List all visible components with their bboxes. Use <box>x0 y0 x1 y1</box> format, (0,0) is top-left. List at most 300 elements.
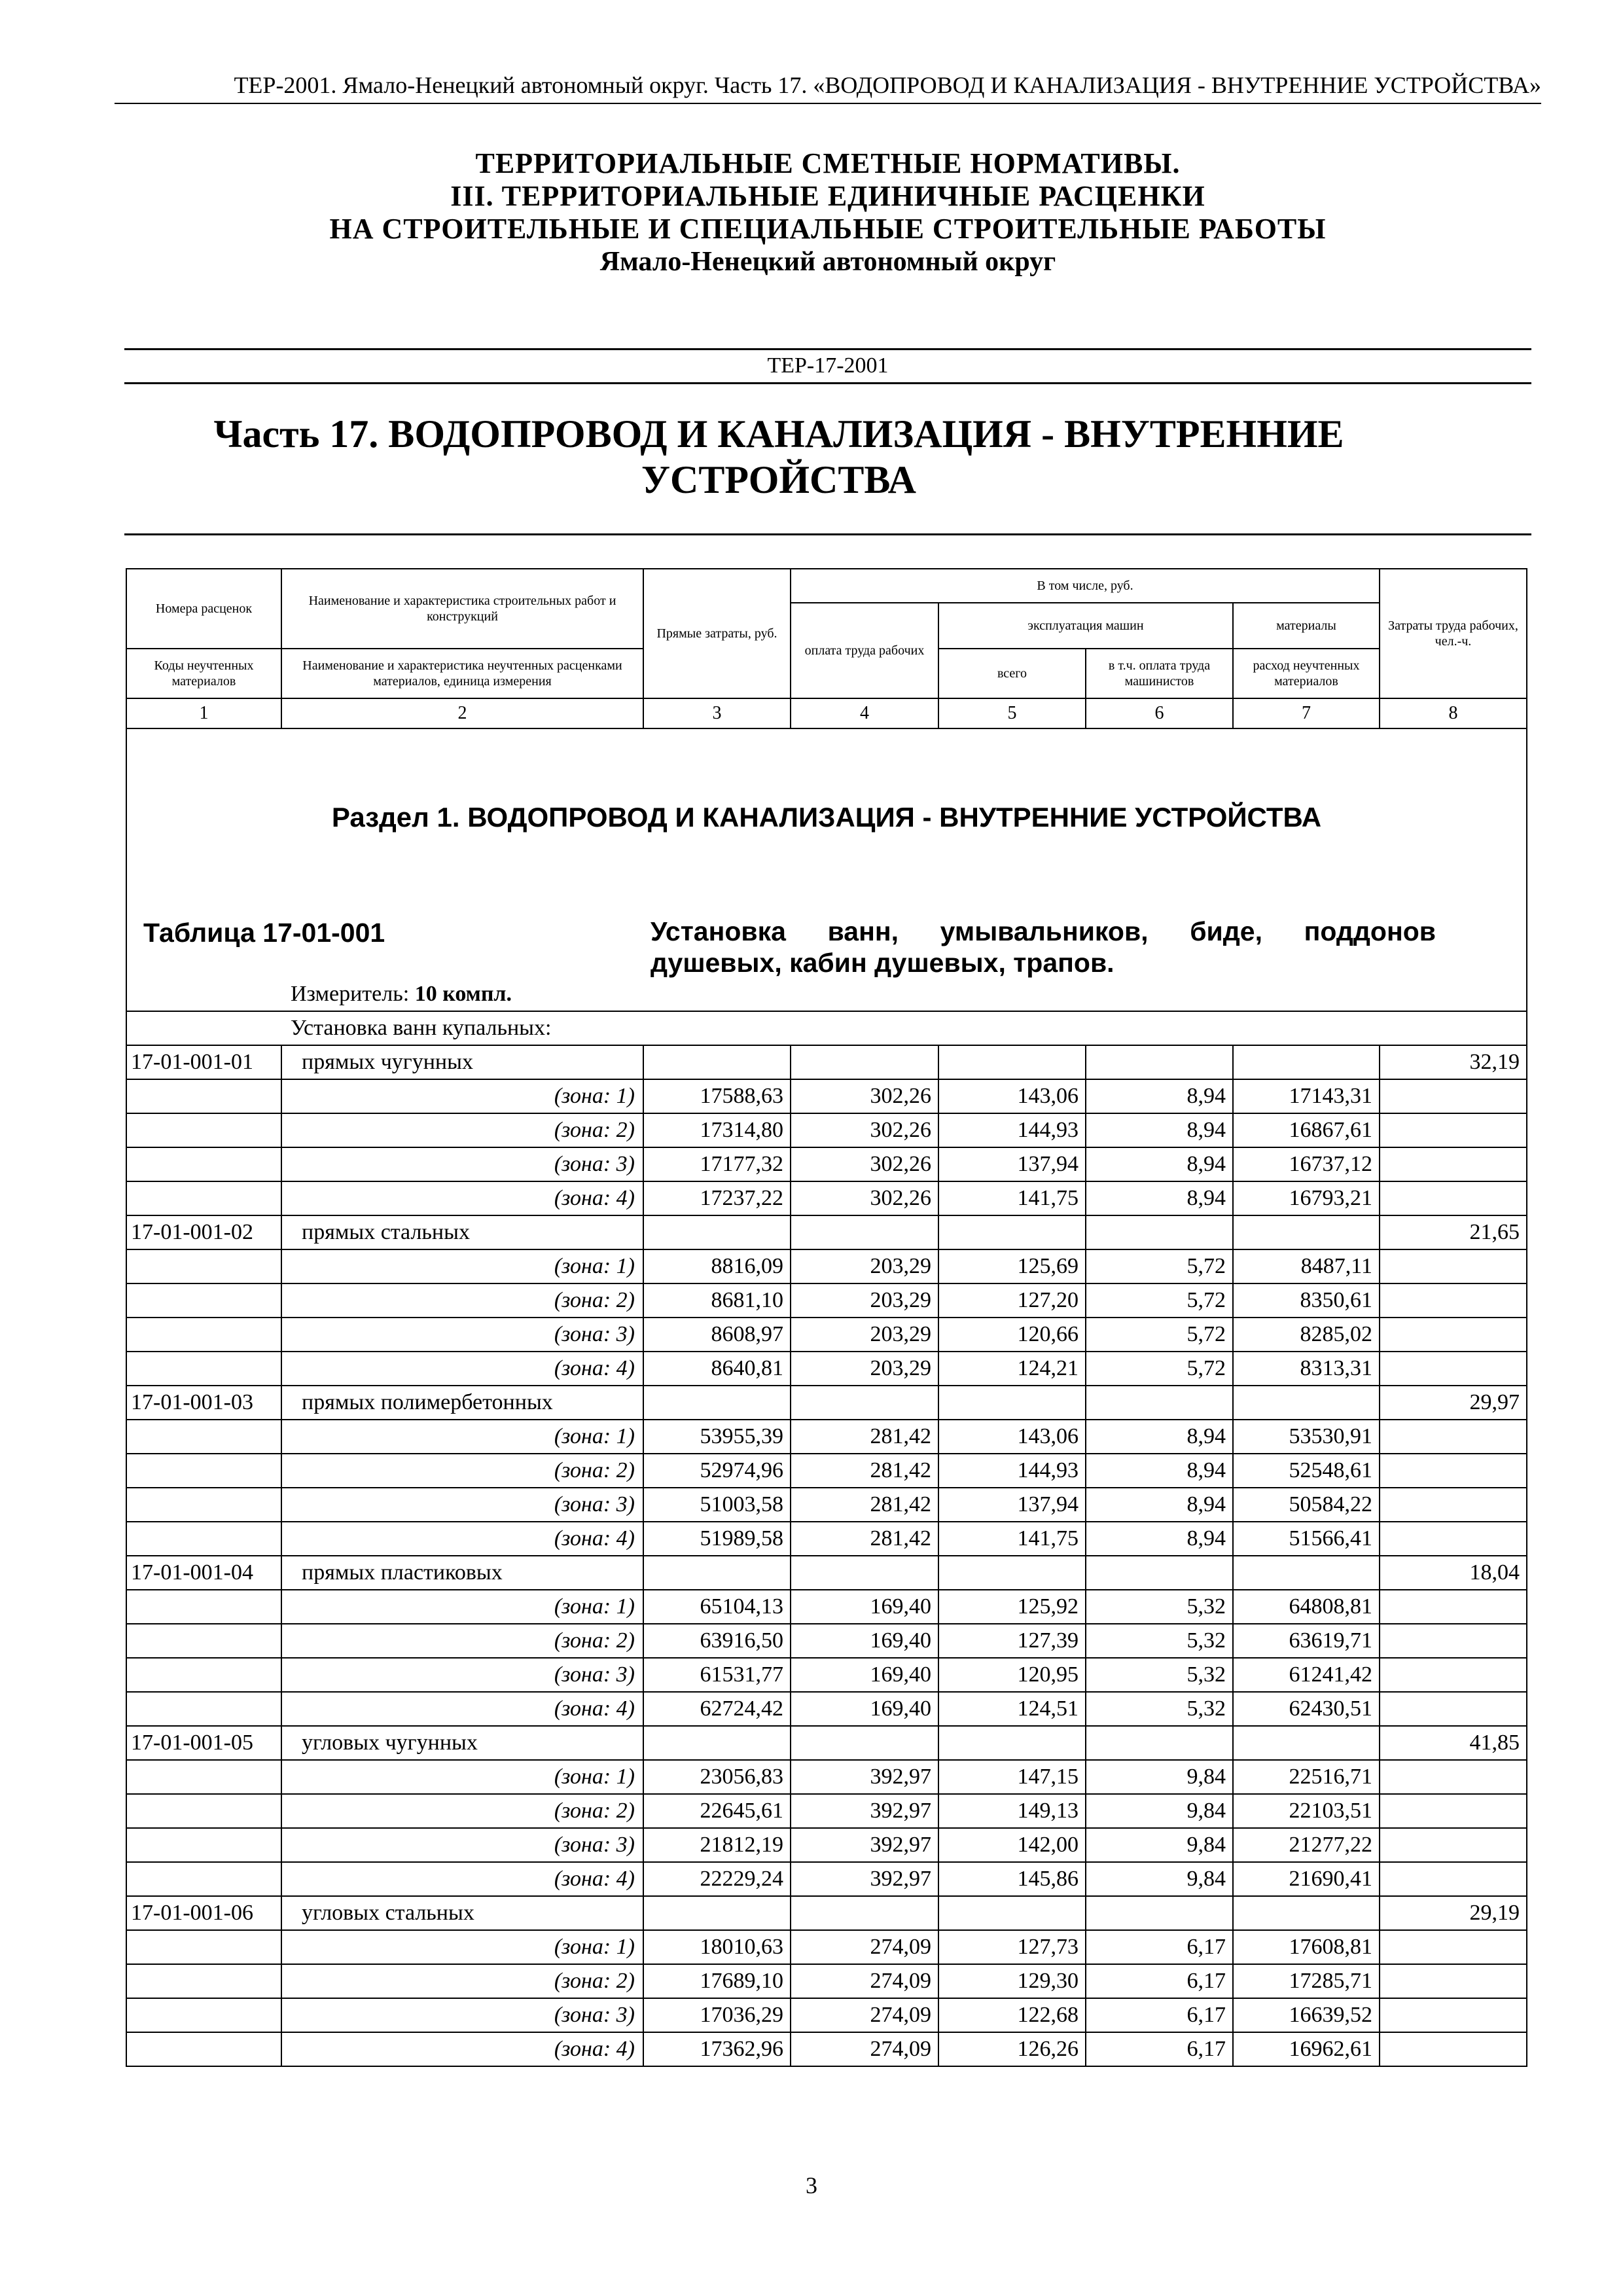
empty-cell <box>126 1658 281 1692</box>
materials-cost: 8350,61 <box>1233 1283 1380 1318</box>
machine-total: 124,21 <box>938 1352 1086 1386</box>
rate-code: 17-01-001-03 <box>126 1386 281 1420</box>
zone-row <box>126 1624 1527 1658</box>
empty-cell <box>1380 2032 1527 2066</box>
machinist-wages: 5,72 <box>1086 1352 1233 1386</box>
code-rule-bottom <box>124 382 1531 384</box>
machinist-wages: 5,32 <box>1086 1624 1233 1658</box>
zone-label: (зона: 1) <box>281 1420 643 1454</box>
worker-wages: 302,26 <box>791 1181 938 1215</box>
empty-cell <box>791 1045 938 1079</box>
machine-total: 137,94 <box>938 1488 1086 1522</box>
empty-cell <box>1380 1760 1527 1794</box>
zone-label: (зона: 2) <box>281 1454 643 1488</box>
empty-cell <box>1380 1113 1527 1147</box>
empty-cell <box>1086 1386 1233 1420</box>
zone-row <box>126 1352 1527 1386</box>
machine-total: 143,06 <box>938 1420 1086 1454</box>
part-title-rule <box>124 533 1531 535</box>
section-cell <box>126 728 1527 1011</box>
materials-cost: 21277,22 <box>1233 1828 1380 1862</box>
zone-row <box>126 1692 1527 1726</box>
worker-wages: 392,97 <box>791 1828 938 1862</box>
empty-cell <box>1380 1249 1527 1283</box>
empty-cell <box>126 1113 281 1147</box>
zone-row <box>126 2032 1527 2066</box>
part-title <box>115 411 1541 503</box>
zone-row <box>126 1181 1527 1215</box>
empty-cell <box>1380 1828 1527 1862</box>
materials-cost: 22516,71 <box>1233 1760 1380 1794</box>
materials-cost: 52548,61 <box>1233 1454 1380 1488</box>
empty-cell <box>126 1522 281 1556</box>
header-direct-costs: Прямые затраты, руб. <box>643 569 791 698</box>
machine-total: 127,20 <box>938 1283 1086 1318</box>
worker-wages: 274,09 <box>791 1998 938 2032</box>
machinist-wages: 5,32 <box>1086 1658 1233 1692</box>
empty-cell <box>1380 1794 1527 1828</box>
zone-label: (зона: 2) <box>281 1113 643 1147</box>
zone-label: (зона: 2) <box>281 1283 643 1318</box>
zone-row <box>126 1420 1527 1454</box>
empty-cell <box>126 1692 281 1726</box>
empty-cell <box>1380 1488 1527 1522</box>
rate-code: 17-01-001-02 <box>126 1215 281 1249</box>
machinist-wages: 6,17 <box>1086 1964 1233 1998</box>
table-id: Таблица 17-01-001 <box>143 918 385 948</box>
empty-cell <box>643 1556 791 1590</box>
empty-cell <box>643 1045 791 1079</box>
rate-row <box>126 1896 1527 1930</box>
rate-name: прямых пластиковых <box>281 1556 643 1590</box>
document-title-block <box>115 147 1541 278</box>
worker-wages: 281,42 <box>791 1454 938 1488</box>
zone-label: (зона: 2) <box>281 1794 643 1828</box>
zone-row <box>126 1488 1527 1522</box>
worker-wages: 392,97 <box>791 1862 938 1896</box>
header-unaccounted-names: Наименование и характеристика неучтенных расценками материалов, единица измерения <box>281 649 643 698</box>
empty-cell <box>126 1760 281 1794</box>
materials-cost: 16867,61 <box>1233 1113 1380 1147</box>
direct-cost: 17689,10 <box>643 1964 791 1998</box>
empty-cell <box>1233 1386 1380 1420</box>
measure-value: 10 компл. <box>414 982 512 1006</box>
zone-label: (зона: 2) <box>281 1624 643 1658</box>
materials-cost: 22103,51 <box>1233 1794 1380 1828</box>
empty-cell <box>1380 1522 1527 1556</box>
worker-wages: 274,09 <box>791 2032 938 2066</box>
zone-label: (зона: 3) <box>281 1828 643 1862</box>
header-machinist-wages: в т.ч. оплата труда машинистов <box>1086 649 1233 698</box>
machinist-wages: 6,17 <box>1086 2032 1233 2066</box>
direct-cost: 65104,13 <box>643 1590 791 1624</box>
materials-cost: 8285,02 <box>1233 1318 1380 1352</box>
measure-unit <box>291 981 512 1007</box>
machine-total: 125,69 <box>938 1249 1086 1283</box>
machinist-wages: 8,94 <box>1086 1181 1233 1215</box>
empty-cell <box>126 2032 281 2066</box>
empty-cell <box>126 1420 281 1454</box>
empty-cell <box>938 1556 1086 1590</box>
empty-cell <box>126 1079 281 1113</box>
machinist-wages: 8,94 <box>1086 1420 1233 1454</box>
header-rate-numbers: Номера расценок <box>126 569 281 649</box>
empty-cell <box>1086 1045 1233 1079</box>
empty-cell <box>1380 1624 1527 1658</box>
zone-label: (зона: 3) <box>281 1998 643 2032</box>
direct-cost: 22645,61 <box>643 1794 791 1828</box>
empty-cell <box>126 1828 281 1862</box>
zone-label: (зона: 3) <box>281 1318 643 1352</box>
labor-cost: 29,97 <box>1380 1386 1527 1420</box>
machine-total: 125,92 <box>938 1590 1086 1624</box>
zone-label: (зона: 2) <box>281 1964 643 1998</box>
zone-label: (зона: 4) <box>281 2032 643 2066</box>
labor-cost: 21,65 <box>1380 1215 1527 1249</box>
labor-cost: 41,85 <box>1380 1726 1527 1760</box>
zone-row <box>126 1930 1527 1964</box>
header-unaccounted-consumption: расход неучтенных материалов <box>1233 649 1380 698</box>
empty-cell <box>791 1896 938 1930</box>
zone-row <box>126 1828 1527 1862</box>
column-number: 3 <box>643 698 791 728</box>
rate-code: 17-01-001-06 <box>126 1896 281 1930</box>
direct-cost: 17314,80 <box>643 1113 791 1147</box>
table-body <box>126 728 1527 2066</box>
worker-wages: 169,40 <box>791 1590 938 1624</box>
worker-wages: 203,29 <box>791 1283 938 1318</box>
empty-cell <box>126 1590 281 1624</box>
title-line: III. ТЕРРИТОРИАЛЬНЫЕ ЕДИНИЧНЫЕ РАСЦЕНКИ <box>450 180 1205 212</box>
materials-cost: 63619,71 <box>1233 1624 1380 1658</box>
machine-total: 144,93 <box>938 1454 1086 1488</box>
page-number: 3 <box>806 2172 817 2198</box>
direct-cost: 21812,19 <box>643 1828 791 1862</box>
zone-label: (зона: 4) <box>281 1522 643 1556</box>
column-number: 1 <box>126 698 281 728</box>
empty-cell <box>126 1318 281 1352</box>
materials-cost: 17285,71 <box>1233 1964 1380 1998</box>
empty-cell <box>1380 1692 1527 1726</box>
empty-cell <box>938 1386 1086 1420</box>
materials-cost: 64808,81 <box>1233 1590 1380 1624</box>
column-number: 4 <box>791 698 938 728</box>
empty-cell <box>126 1454 281 1488</box>
empty-cell <box>791 1386 938 1420</box>
worker-wages: 302,26 <box>791 1079 938 1113</box>
header-in-that-number: В том числе, руб. <box>791 569 1380 603</box>
empty-cell <box>126 1862 281 1896</box>
part-title-line: Часть 17. ВОДОПРОВОД И КАНАЛИЗАЦИЯ - ВНУТРЕННИЕ <box>213 412 1344 456</box>
worker-wages: 302,26 <box>791 1113 938 1147</box>
empty-cell <box>1380 1930 1527 1964</box>
rate-row <box>126 1556 1527 1590</box>
empty-cell <box>126 1283 281 1318</box>
machine-total: 141,75 <box>938 1181 1086 1215</box>
title-line: ТЕРРИТОРИАЛЬНЫЕ СМЕТНЫЕ НОРМАТИВЫ. <box>475 147 1181 179</box>
empty-cell <box>1380 1283 1527 1318</box>
machinist-wages: 8,94 <box>1086 1147 1233 1181</box>
empty-cell <box>938 1215 1086 1249</box>
machinist-wages: 9,84 <box>1086 1828 1233 1862</box>
header-work-name: Наименование и характеристика строительных работ и конструкций <box>281 569 643 649</box>
machinist-wages: 5,72 <box>1086 1283 1233 1318</box>
zone-row <box>126 1249 1527 1283</box>
worker-wages: 169,40 <box>791 1624 938 1658</box>
machinist-wages: 6,17 <box>1086 1998 1233 2032</box>
direct-cost: 62724,42 <box>643 1692 791 1726</box>
machine-total: 126,26 <box>938 2032 1086 2066</box>
empty-cell <box>1380 1998 1527 2032</box>
empty-cell <box>126 1930 281 1964</box>
empty-cell <box>1233 1896 1380 1930</box>
worker-wages: 274,09 <box>791 1930 938 1964</box>
zone-row <box>126 1658 1527 1692</box>
empty-cell <box>126 1181 281 1215</box>
zone-label: (зона: 4) <box>281 1352 643 1386</box>
machine-total: 141,75 <box>938 1522 1086 1556</box>
machine-total: 122,68 <box>938 1998 1086 2032</box>
rate-code: 17-01-001-05 <box>126 1726 281 1760</box>
zone-label: (зона: 1) <box>281 1930 643 1964</box>
materials-cost: 21690,41 <box>1233 1862 1380 1896</box>
direct-cost: 17588,63 <box>643 1079 791 1113</box>
measure-label: Измеритель: <box>291 982 410 1006</box>
direct-cost: 63916,50 <box>643 1624 791 1658</box>
zone-row <box>126 1283 1527 1318</box>
direct-cost: 52974,96 <box>643 1454 791 1488</box>
table-header <box>126 569 1527 728</box>
zone-label: (зона: 4) <box>281 1692 643 1726</box>
worker-wages: 281,42 <box>791 1488 938 1522</box>
worker-wages: 302,26 <box>791 1147 938 1181</box>
machine-total: 127,39 <box>938 1624 1086 1658</box>
header-total: всего <box>938 649 1086 698</box>
empty-cell <box>1233 1556 1380 1590</box>
worker-wages: 392,97 <box>791 1794 938 1828</box>
empty-cell <box>643 1726 791 1760</box>
materials-cost: 50584,22 <box>1233 1488 1380 1522</box>
machine-total: 129,30 <box>938 1964 1086 1998</box>
worker-wages: 281,42 <box>791 1522 938 1556</box>
zone-row <box>126 1113 1527 1147</box>
materials-cost: 16962,61 <box>1233 2032 1380 2066</box>
rate-name: прямых стальных <box>281 1215 643 1249</box>
worker-wages: 203,29 <box>791 1318 938 1352</box>
materials-cost: 16737,12 <box>1233 1147 1380 1181</box>
empty-cell <box>643 1386 791 1420</box>
zone-label: (зона: 3) <box>281 1658 643 1692</box>
worker-wages: 274,09 <box>791 1964 938 1998</box>
zone-label: (зона: 4) <box>281 1181 643 1215</box>
machine-total: 144,93 <box>938 1113 1086 1147</box>
empty-cell <box>938 1045 1086 1079</box>
materials-cost: 8487,11 <box>1233 1249 1380 1283</box>
rate-row <box>126 1386 1527 1420</box>
column-number: 6 <box>1086 698 1233 728</box>
empty-cell <box>1086 1215 1233 1249</box>
zone-row <box>126 1147 1527 1181</box>
empty-cell <box>126 1488 281 1522</box>
machine-total: 149,13 <box>938 1794 1086 1828</box>
empty-cell <box>1380 1181 1527 1215</box>
zone-row <box>126 1998 1527 2032</box>
materials-cost: 51566,41 <box>1233 1522 1380 1556</box>
machine-total: 147,15 <box>938 1760 1086 1794</box>
empty-cell <box>791 1556 938 1590</box>
direct-cost: 51003,58 <box>643 1488 791 1522</box>
zone-row <box>126 1318 1527 1352</box>
empty-cell <box>1380 1964 1527 1998</box>
worker-wages: 169,40 <box>791 1692 938 1726</box>
empty-cell <box>126 1998 281 2032</box>
materials-cost: 16793,21 <box>1233 1181 1380 1215</box>
machinist-wages: 9,84 <box>1086 1862 1233 1896</box>
machine-total: 145,86 <box>938 1862 1086 1896</box>
worker-wages: 281,42 <box>791 1420 938 1454</box>
rate-code: 17-01-001-01 <box>126 1045 281 1079</box>
zone-row <box>126 1862 1527 1896</box>
document-code: ТЕР-17-2001 <box>767 353 889 378</box>
direct-cost: 17362,96 <box>643 2032 791 2066</box>
empty-cell <box>1233 1045 1380 1079</box>
empty-cell <box>1380 1147 1527 1181</box>
header-unaccounted-codes: Коды неучтенных материалов <box>126 649 281 698</box>
empty-cell <box>1380 1318 1527 1352</box>
machinist-wages: 5,32 <box>1086 1692 1233 1726</box>
machinist-wages: 8,94 <box>1086 1522 1233 1556</box>
direct-cost: 51989,58 <box>643 1522 791 1556</box>
direct-cost: 8816,09 <box>643 1249 791 1283</box>
machinist-wages: 8,94 <box>1086 1454 1233 1488</box>
worker-wages: 169,40 <box>791 1658 938 1692</box>
zone-row <box>126 1454 1527 1488</box>
empty-cell <box>1380 1658 1527 1692</box>
machinist-wages: 5,72 <box>1086 1249 1233 1283</box>
worker-wages: 203,29 <box>791 1352 938 1386</box>
zone-label: (зона: 3) <box>281 1488 643 1522</box>
worker-wages: 203,29 <box>791 1249 938 1283</box>
direct-cost: 23056,83 <box>643 1760 791 1794</box>
section-title: Раздел 1. ВОДОПРОВОД И КАНАЛИЗАЦИЯ - ВНУТРЕННИЕ УСТРОЙСТВА <box>331 802 1322 833</box>
direct-cost: 17177,32 <box>643 1147 791 1181</box>
zone-label: (зона: 1) <box>281 1760 643 1794</box>
machine-total: 137,94 <box>938 1147 1086 1181</box>
machine-total: 120,66 <box>938 1318 1086 1352</box>
empty-cell <box>126 1147 281 1181</box>
direct-cost: 61531,77 <box>643 1658 791 1692</box>
materials-cost: 17608,81 <box>1233 1930 1380 1964</box>
column-number: 7 <box>1233 698 1380 728</box>
rates-table <box>126 568 1527 2067</box>
rate-row <box>126 1726 1527 1760</box>
title-line: Ямало-Ненецкий автономный округ <box>599 247 1056 277</box>
zone-label: (зона: 4) <box>281 1862 643 1896</box>
empty-cell <box>643 1215 791 1249</box>
empty-cell <box>1233 1726 1380 1760</box>
materials-cost: 62430,51 <box>1233 1692 1380 1726</box>
empty-cell <box>126 1249 281 1283</box>
header-machine-operation: эксплуатация машин <box>938 603 1233 649</box>
direct-cost: 8640,81 <box>643 1352 791 1386</box>
labor-cost: 29,19 <box>1380 1896 1527 1930</box>
empty-cell <box>126 1624 281 1658</box>
machinist-wages: 5,32 <box>1086 1590 1233 1624</box>
materials-cost: 61241,42 <box>1233 1658 1380 1692</box>
empty-cell <box>938 1896 1086 1930</box>
empty-cell <box>1380 1862 1527 1896</box>
empty-cell <box>1380 1079 1527 1113</box>
machinist-wages: 8,94 <box>1086 1079 1233 1113</box>
empty-cell <box>1086 1556 1233 1590</box>
code-rule-top <box>124 348 1531 350</box>
machinist-wages: 6,17 <box>1086 1930 1233 1964</box>
zone-row <box>126 1590 1527 1624</box>
empty-cell <box>1380 1352 1527 1386</box>
zone-row <box>126 1794 1527 1828</box>
table-title: Установка ванн, умывальников, биде, поддонов душевых, кабин душевых, трапов. <box>651 916 1436 978</box>
empty-cell <box>1086 1896 1233 1930</box>
labor-cost: 18,04 <box>1380 1556 1527 1590</box>
machine-total: 143,06 <box>938 1079 1086 1113</box>
empty-cell <box>938 1726 1086 1760</box>
machinist-wages: 9,84 <box>1086 1760 1233 1794</box>
title-line: НА СТРОИТЕЛЬНЫЕ И СПЕЦИАЛЬНЫЕ СТРОИТЕЛЬНЫЕ РАБОТЫ <box>329 213 1327 245</box>
worker-wages: 392,97 <box>791 1760 938 1794</box>
rate-name: угловых чугунных <box>281 1726 643 1760</box>
empty-cell <box>1380 1590 1527 1624</box>
column-number: 5 <box>938 698 1086 728</box>
materials-cost: 16639,52 <box>1233 1998 1380 2032</box>
empty-cell <box>791 1726 938 1760</box>
zone-label: (зона: 1) <box>281 1590 643 1624</box>
column-number: 8 <box>1380 698 1527 728</box>
part-title-line: УСТРОЙСТВА <box>641 458 916 501</box>
materials-cost: 8313,31 <box>1233 1352 1380 1386</box>
direct-cost: 53955,39 <box>643 1420 791 1454</box>
header-materials: материалы <box>1233 603 1380 649</box>
machinist-wages: 8,94 <box>1086 1113 1233 1147</box>
machine-total: 120,95 <box>938 1658 1086 1692</box>
direct-cost: 17237,22 <box>643 1181 791 1215</box>
empty-cell <box>126 1794 281 1828</box>
empty-cell <box>643 1896 791 1930</box>
rate-code: 17-01-001-04 <box>126 1556 281 1590</box>
direct-cost: 18010,63 <box>643 1930 791 1964</box>
empty-cell <box>1086 1726 1233 1760</box>
running-header: ТЕР-2001. Ямало-Ненецкий автономный округ. Часть 17. «ВОДОПРОВОД И КАНАЛИЗАЦИЯ - ВНУТРЕННИЕ УСТРОЙСТВА» <box>234 72 1541 98</box>
empty-cell <box>791 1215 938 1249</box>
zone-label: (зона: 3) <box>281 1147 643 1181</box>
group-title: Установка ванн купальных: <box>126 1011 1527 1045</box>
direct-cost: 17036,29 <box>643 1998 791 2032</box>
materials-cost: 53530,91 <box>1233 1420 1380 1454</box>
empty-cell <box>1380 1420 1527 1454</box>
empty-cell <box>126 1964 281 1998</box>
empty-cell <box>126 1352 281 1386</box>
running-header-rule <box>115 103 1541 104</box>
materials-cost: 17143,31 <box>1233 1079 1380 1113</box>
rate-name: угловых стальных <box>281 1896 643 1930</box>
machinist-wages: 5,72 <box>1086 1318 1233 1352</box>
rate-name: прямых полимербетонных <box>281 1386 643 1420</box>
zone-row <box>126 1760 1527 1794</box>
header-labor-costs: Затраты труда рабочих, чел.-ч. <box>1380 569 1527 698</box>
machine-total: 127,73 <box>938 1930 1086 1964</box>
empty-cell <box>1380 1454 1527 1488</box>
machinist-wages: 9,84 <box>1086 1794 1233 1828</box>
direct-cost: 22229,24 <box>643 1862 791 1896</box>
